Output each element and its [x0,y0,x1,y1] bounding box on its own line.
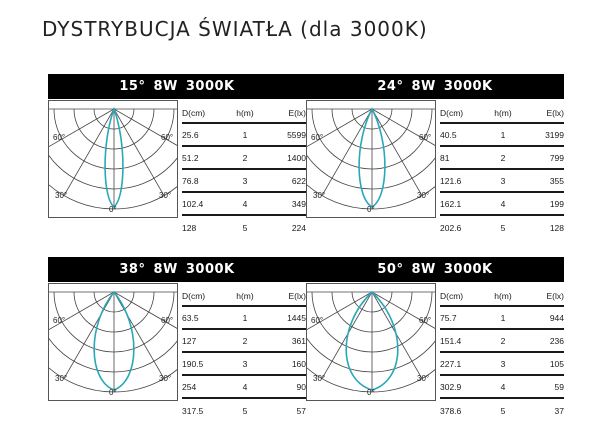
table-header-cell: h(m) [236,107,254,118]
distribution-panel [48,74,306,233]
table-row [440,330,564,353]
polar-grid-arc [307,109,435,209]
table-header-cell: E(lx) [288,107,306,118]
table-header-cell: E(lx) [546,107,564,118]
color-temperature: 3000K [443,79,493,94]
table-cell: 317.5 [182,405,204,416]
table-cell: 1 [500,312,506,323]
table-cell: 151.4 [440,335,462,346]
beam-angle: 15° [119,79,146,94]
polar-grid-radial [322,109,372,196]
color-temperature: 3000K [185,262,235,277]
table-cell: 3 [500,358,506,369]
color-temperature: 3000K [443,262,493,277]
table-cell: 160 [291,358,306,369]
table-cell: 2 [242,335,248,346]
angle-label: 30° [313,374,326,383]
polar-grid [49,109,177,209]
polar-grid-arc [49,292,177,392]
table-cell: 75.7 [440,312,457,323]
angle-label: 60° [161,316,174,325]
table-header-cell: E(lx) [546,290,564,301]
table-cell: 162.1 [440,198,462,209]
angle-label: 60° [161,133,174,142]
table-cell: 349 [291,198,306,209]
table-row [440,124,564,147]
polar-diagram-svg [307,284,435,400]
power-rating: 8W [153,79,178,94]
table-row [182,170,306,193]
angle-label: 30° [55,191,68,200]
angle-label: 30° [417,191,430,200]
table-cell: 57 [296,405,306,416]
angle-label: 30° [55,374,68,383]
angle-label: 60° [53,133,66,142]
distribution-panel [306,74,564,233]
table-cell: 51.2 [182,152,199,163]
table-row [440,170,564,193]
table-row [182,376,306,399]
table-cell: 2 [242,152,248,163]
table-cell: 3199 [545,129,564,140]
illuminance-table [440,103,564,239]
table-row [440,216,564,239]
angle-label: 0° [109,205,117,214]
table-header-cell: h(m) [236,290,254,301]
angle-label: 60° [311,316,324,325]
table-header-cell: h(m) [494,107,512,118]
panel-banner [48,257,306,282]
angle-label: 60° [311,133,324,142]
table-cell: 40.5 [440,129,457,140]
panel-banner [48,74,306,99]
table-header-cell: E(lx) [288,290,306,301]
table-cell: 361 [291,335,306,346]
table-row [182,399,306,422]
table-cell: 1445 [287,312,306,323]
illuminance-table [440,286,564,422]
table-cell: 227.1 [440,358,462,369]
table-row [440,147,564,170]
table-cell: 1 [242,312,248,323]
angle-label: 30° [417,374,430,383]
polar-diagram [306,283,436,401]
table-cell: 799 [549,152,564,163]
illuminance-table [182,103,306,239]
angle-label: 0° [367,205,375,214]
table-cell: 3 [242,175,248,186]
angle-label: 0° [367,388,375,397]
table-cell: 224 [291,222,306,233]
table-cell: 4 [242,198,248,209]
table-cell: 1400 [287,152,306,163]
table-header-row [182,286,306,307]
polar-grid [307,109,435,209]
distribution-panel [306,257,564,416]
table-header-row [182,103,306,124]
table-row [182,193,306,216]
table-cell: 5 [242,405,248,416]
table-cell: 76.8 [182,175,199,186]
angle-label: 60° [419,133,432,142]
table-cell: 355 [549,175,564,186]
table-row [440,353,564,376]
polar-diagram-svg [307,101,435,217]
table-row [182,147,306,170]
polar-diagram [48,283,178,401]
table-cell: 3 [242,358,248,369]
angle-label: 30° [159,191,172,200]
power-rating: 8W [411,262,436,277]
table-cell: 105 [549,358,564,369]
table-row [440,376,564,399]
illuminance-table [182,286,306,422]
table-row [440,193,564,216]
table-row [182,353,306,376]
table-cell: 102.4 [182,198,204,209]
table-cell: 90 [296,381,306,392]
table-cell: 63.5 [182,312,199,323]
table-cell: 378.6 [440,405,462,416]
polar-grid-radial [64,292,114,379]
angle-label: 60° [53,316,66,325]
table-cell: 37 [554,405,564,416]
table-cell: 59 [554,381,564,392]
polar-grid-arc [49,109,177,209]
angle-label: 30° [313,191,326,200]
polar-diagram [306,100,436,218]
polar-grid-arc [307,292,435,392]
polar-grid-radial [114,292,164,379]
beam-angle: 38° [119,262,146,277]
table-header-cell: D(cm) [440,290,464,301]
page-title: DYSTRYBUCJA ŚWIATŁA (dla 3000K) [42,17,428,41]
panel-banner [306,74,564,99]
table-cell: 4 [242,381,248,392]
table-cell: 254 [182,381,197,392]
table-cell: 1 [500,129,506,140]
table-row [440,399,564,422]
table-row [182,124,306,147]
table-cell: 944 [549,312,564,323]
table-cell: 4 [500,381,506,392]
table-row [182,216,306,239]
table-cell: 127 [182,335,197,346]
table-cell: 4 [500,198,506,209]
polar-diagram-svg [49,101,177,217]
table-row [182,330,306,353]
table-header-cell: D(cm) [440,107,464,118]
table-header-row [440,286,564,307]
table-header-cell: D(cm) [182,290,206,301]
power-rating: 8W [153,262,178,277]
table-cell: 622 [291,175,306,186]
panel-banner [306,257,564,282]
beam-angle: 24° [377,79,404,94]
angle-label: 30° [159,374,172,383]
table-cell: 199 [549,198,564,209]
table-cell: 121.6 [440,175,462,186]
table-cell: 3 [500,175,506,186]
polar-grid-radial [372,109,422,196]
table-cell: 5 [242,222,248,233]
table-cell: 81 [440,152,450,163]
table-cell: 5 [500,405,506,416]
beam-angle: 50° [377,262,404,277]
table-header-row [440,103,564,124]
polar-grid [49,292,177,392]
table-cell: 2 [500,335,506,346]
angle-label: 60° [419,316,432,325]
table-cell: 190.5 [182,358,204,369]
table-cell: 128 [549,222,564,233]
table-cell: 236 [549,335,564,346]
table-cell: 1 [242,129,248,140]
distribution-panel [48,257,306,416]
table-header-cell: D(cm) [182,107,206,118]
table-cell: 5599 [287,129,306,140]
power-rating: 8W [411,79,436,94]
polar-diagram-svg [49,284,177,400]
table-cell: 302.9 [440,381,462,392]
table-row [182,307,306,330]
polar-diagram [48,100,178,218]
table-cell: 128 [182,222,197,233]
table-cell: 202.6 [440,222,462,233]
angle-label: 0° [109,388,117,397]
polar-grid [307,292,435,392]
table-cell: 5 [500,222,506,233]
color-temperature: 3000K [185,79,235,94]
table-row [440,307,564,330]
table-cell: 25.6 [182,129,199,140]
table-header-cell: h(m) [494,290,512,301]
table-cell: 2 [500,152,506,163]
